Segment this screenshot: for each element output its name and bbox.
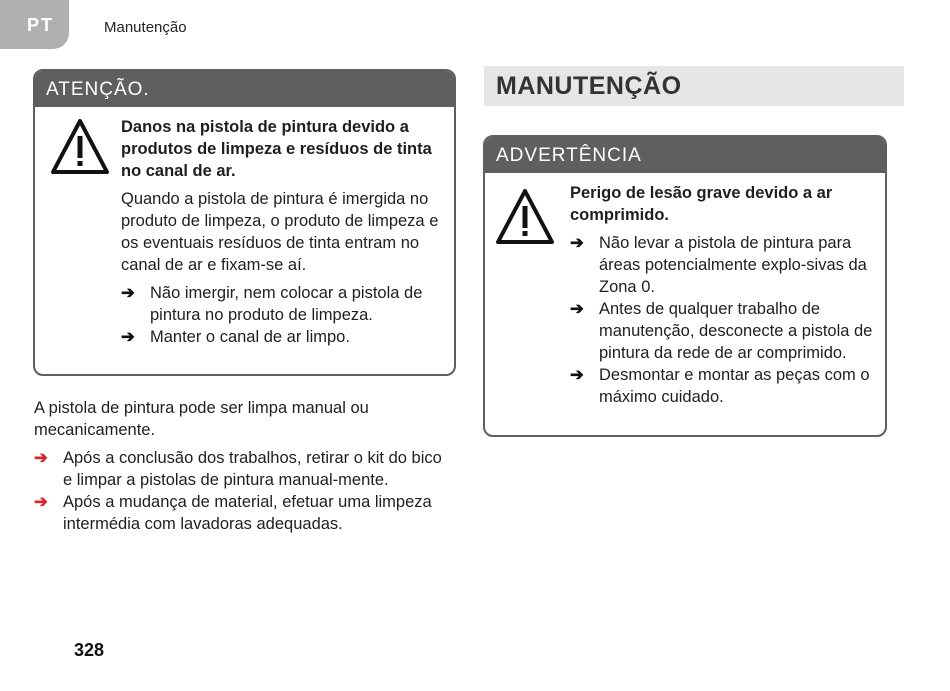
intro-paragraph: A pistola de pintura pode ser limpa manual ou mecanicamente. [34,399,369,439]
section-title: MANUTENÇÃO [484,66,904,106]
list-item-text: Desmontar e montar as peças com o máximo cuidado. [599,366,870,406]
attention-headline: Danos na pistola de pintura devido a produtos de limpeza e resíduos de tinta no canal de ar. [121,118,432,180]
list-item [570,298,880,364]
warning-triangle-icon [494,187,556,247]
arrow-right-icon: ➔ [34,449,48,467]
arrow-right-icon: ➔ [570,234,584,252]
arrow-right-icon: ➔ [121,284,135,302]
warning-headline: Perigo de lesão grave devido a ar comprimido. [570,184,833,224]
arrow-right-icon: ➔ [570,300,584,318]
attention-body: Quando a pistola de pintura é imergida no produto de limpeza, o produto de limpeza e os eventuais resíduos de tinta entram no canal de ar e fixam-se aí. [121,190,439,274]
main-content [34,397,449,535]
attention-box [33,69,456,376]
list-item [570,232,880,298]
list-item-text: Não imergir, nem colocar a pistola de pintura no produto de limpeza. [150,284,423,324]
list-item [34,447,449,491]
list-item-text: Após a conclusão dos trabalhos, retirar o kit do bico e limpar a pistolas de pintura manual-mente. [63,449,442,489]
list-item [121,282,451,326]
warning-box [483,135,887,437]
list-item-text: Antes de qualquer trabalho de manutenção, desconecte a pistola de pintura da rede de ar comprimido. [599,300,873,362]
arrow-right-icon: ➔ [121,328,135,346]
list-item-text: Manter o canal de ar limpo. [150,328,350,346]
warning-title: ADVERTÊNCIA [485,137,885,173]
list-item [121,326,451,348]
arrow-right-icon: ➔ [34,493,48,511]
chapter-title: Manutenção [104,19,187,36]
language-tab: PT [0,0,69,49]
warning-triangle-icon [49,117,111,177]
list-item [570,364,880,408]
list-item-text: Após a mudança de material, efetuar uma limpeza intermédia com lavadoras adequadas. [63,493,432,533]
arrow-right-icon: ➔ [570,366,584,384]
list-item [34,491,449,535]
list-item-text: Não levar a pistola de pintura para áreas potencialmente explo-sivas da Zona 0. [599,234,867,296]
page-number: 328 [74,640,105,660]
attention-title: ATENÇÃO. [35,71,454,107]
